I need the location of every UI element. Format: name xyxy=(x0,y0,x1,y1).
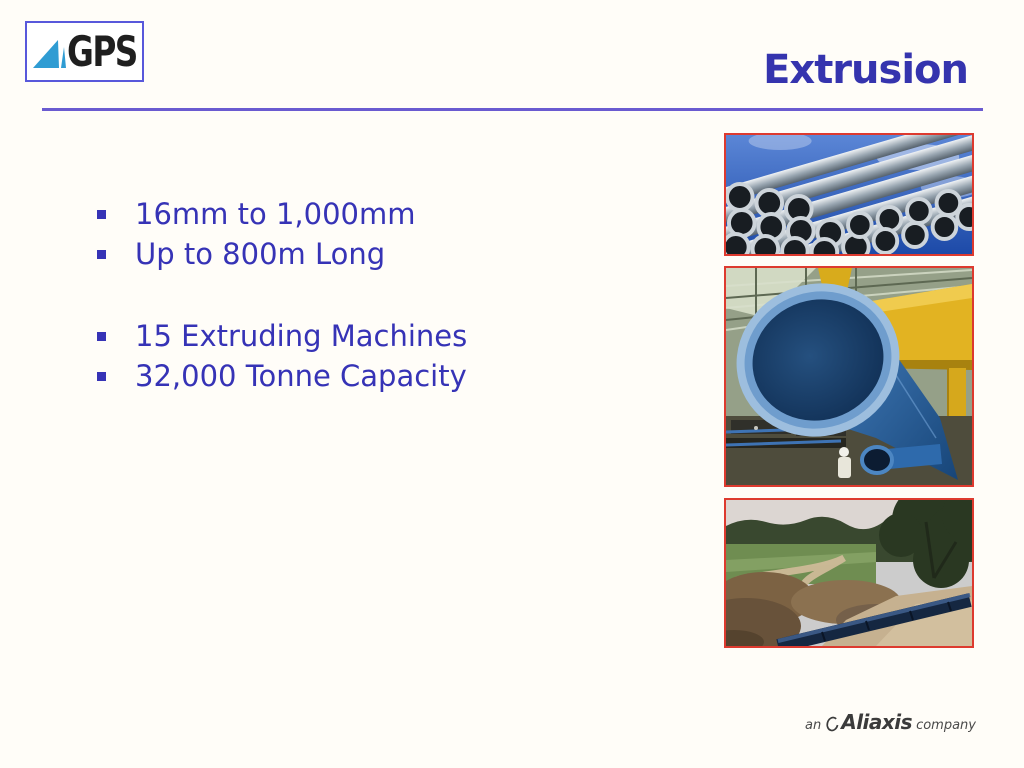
bullet-list xyxy=(97,194,467,396)
aliaxis-brand: Aliaxis xyxy=(841,710,913,734)
bullet-square-icon xyxy=(97,372,106,381)
aliaxis-logo xyxy=(801,710,980,736)
bullet-item xyxy=(97,194,467,234)
header-divider xyxy=(42,108,983,111)
aliaxis-o-icon xyxy=(825,715,840,733)
photo-stacked-pipes xyxy=(724,133,974,256)
photo-countryside-pipeline xyxy=(724,498,974,648)
bullet-item xyxy=(97,356,467,396)
gps-triangle-icon xyxy=(33,38,66,68)
bullet-square-icon xyxy=(97,250,106,259)
aliaxis-suffix: company xyxy=(916,718,976,733)
aliaxis-prefix: an xyxy=(805,718,822,733)
countryside-pipeline-illustration xyxy=(726,500,972,646)
bullet-text: 32,000 Tonne Capacity xyxy=(135,359,467,393)
bullet-square-icon xyxy=(97,210,106,219)
gps-logo-text: GPS xyxy=(67,26,137,76)
bullet-item xyxy=(97,234,467,274)
stacked-pipes-illustration xyxy=(726,135,972,254)
factory-blue-pipe-illustration xyxy=(726,268,972,485)
bullet-text: 16mm to 1,000mm xyxy=(135,197,416,231)
bullet-item xyxy=(97,316,467,356)
bullet-text: 15 Extruding Machines xyxy=(135,319,468,353)
bullet-square-icon xyxy=(97,332,106,341)
gps-logo xyxy=(25,21,144,82)
slide-title: Extrusion xyxy=(763,47,968,93)
bullet-text: Up to 800m Long xyxy=(135,237,386,271)
photo-factory-blue-pipe xyxy=(724,266,974,487)
